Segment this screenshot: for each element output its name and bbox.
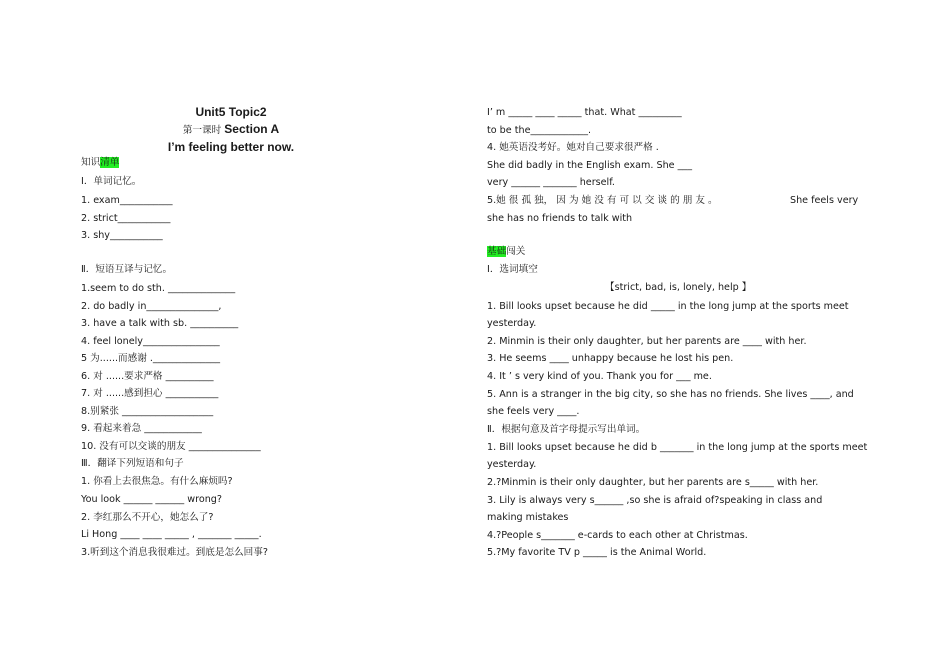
spell-item: 3. Lily is always very s______ ,so she is afraid of?speaking in class and bbox=[487, 495, 823, 506]
phrase-item: 6. 对 ......要求严格 __________ bbox=[81, 371, 214, 382]
continued-line: 4. 她英语没考好。她对自己要求很严格 . bbox=[487, 142, 659, 153]
spell-item: making mistakes bbox=[487, 512, 569, 523]
sentence-item: 1. 你看上去很焦急。有什么麻烦吗? bbox=[81, 476, 233, 487]
word-item: 1. exam___________ bbox=[81, 195, 173, 206]
phrase-item: 4. feel lonely________________ bbox=[81, 336, 220, 347]
phrase-item: 10. 没有可以交谈的朋友 _______________ bbox=[81, 441, 261, 452]
knowledge-heading: 知识清单 bbox=[81, 157, 120, 168]
phrase-item: 7. 对 ......感到担心 ___________ bbox=[81, 388, 219, 399]
highlighted-text: 基础 bbox=[487, 246, 507, 257]
part1-title: Ⅰ．单词记忆。 bbox=[81, 176, 142, 187]
spell-item: 1. Bill looks upset because he did b _______ in the long jump at the sports meet bbox=[487, 442, 868, 453]
fill-item: 5. Ann is a stranger in the big city, so she has no friends. She lives ____, and bbox=[487, 389, 854, 400]
sentence-item: 2. 李红那么不开心，她怎么了? bbox=[81, 512, 214, 523]
word-item: 2. strict___________ bbox=[81, 213, 171, 224]
lesson-label: 第一课时 bbox=[182, 125, 222, 136]
unit-title: Unit5 Topic2 bbox=[195, 105, 267, 119]
fill-item: 3. He seems ____ unhappy because he lost his pen. bbox=[487, 353, 734, 364]
sentence-item: 3.听到这个消息我很难过。到底是怎么回事? bbox=[81, 547, 268, 558]
highlighted-text: 清单 bbox=[100, 157, 120, 168]
part3-title: Ⅲ．翻译下列短语和句子 bbox=[81, 458, 184, 469]
fill-item: 2. Minmin is their only daughter, but her parents are ____ with her. bbox=[487, 336, 807, 347]
continued-line: She did badly in the English exam. She ___ bbox=[487, 160, 692, 171]
continued-line: very ______ _______ herself. bbox=[487, 177, 615, 188]
fill-item: she feels very ____. bbox=[487, 406, 580, 417]
section2-title: Ⅱ．根据句意及首字母提示写出单词。 bbox=[487, 424, 646, 435]
item5-english: She feels very bbox=[790, 195, 859, 206]
spell-item: 4.?People s_______ e-cards to each other at Christmas. bbox=[487, 530, 748, 541]
phrase-item: 9. 看起来着急 ____________ bbox=[81, 423, 202, 434]
word-item: 3. shy___________ bbox=[81, 230, 163, 241]
lesson-heading bbox=[81, 123, 381, 137]
sentence-item: Li Hong ____ ____ _____ , _______ _____. bbox=[81, 529, 262, 540]
continued-line: I’ m _____ ____ _____ that. What _________ bbox=[487, 107, 682, 118]
basic-heading: 基础闯关 bbox=[487, 246, 526, 257]
section-label: Section A bbox=[224, 122, 280, 136]
spell-item: 2.?Minmin is their only daughter, but her parents are s_____ with her. bbox=[487, 477, 819, 488]
phrase-item: 2. do badly in_______________, bbox=[81, 301, 222, 312]
item5-chinese: 5.她 很 孤 独， 因 为 她 没 有 可 以 交 谈 的 朋 友 。 bbox=[487, 195, 718, 206]
fill-item: 4. It ’ s very kind of you. Thank you for ___ me. bbox=[487, 371, 712, 382]
fill-item: 1. Bill looks upset because he did _____ in the long jump at the sports meet bbox=[487, 301, 849, 312]
part2-title: Ⅱ．短语互译与记忆。 bbox=[81, 264, 173, 275]
item5-english-cont: she has no friends to talk with bbox=[487, 213, 633, 224]
sentence-item: You look ______ ______ wrong? bbox=[81, 494, 222, 505]
phrase-item: 3. have a talk with sb. __________ bbox=[81, 318, 239, 329]
word-bank: 【strict, bad, is, lonely, help 】 bbox=[605, 282, 752, 293]
fill-item: yesterday. bbox=[487, 318, 537, 329]
phrase-item: 5 为......而感谢 .______________ bbox=[81, 353, 221, 364]
spell-item: yesterday. bbox=[487, 459, 537, 470]
continued-line: to be the____________. bbox=[487, 125, 592, 136]
spell-item: 5.?My favorite TV p _____ is the Animal World. bbox=[487, 547, 707, 558]
phrase-item: 8.别紧张 ___________________ bbox=[81, 406, 214, 417]
section1-title: Ⅰ．选词填空 bbox=[487, 264, 538, 275]
lesson-subtitle: I’m feeling better now. bbox=[167, 140, 295, 154]
phrase-item: 1.seem to do sth. ______________ bbox=[81, 283, 236, 294]
